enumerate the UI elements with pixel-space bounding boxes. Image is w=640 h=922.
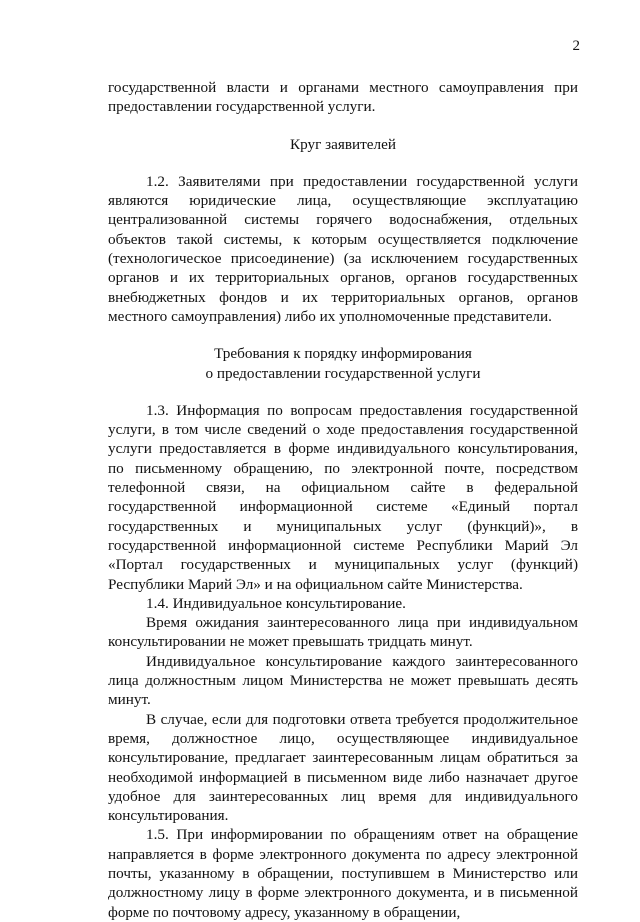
paragraph-1-3: 1.3. Информация по вопросам предоставления государственной услуги, в том числе сведений о ходе предоставления государственной услуги предоставляется в форме индивидуального консультирования, по письменному обращению, по электронной почте, посредством телефонной связи, на официальном сайте в федеральной государственной информационной системе «Единый портал государственных и муниципальных услуг (функций)», в государственной информационной системе Республики Марий Эл «Портал государственных и муниципальных услуг (функций) Республики Марий Эл» и на официальном сайте Министерства. [108,401,578,593]
paragraph-long-preparation: В случае, если для подготовки ответа требуется продолжительное время, должностное лицо, осуществляющее индивидуальное консультирование, предлагает заинтересованным лицам обратиться за необходимой информацией в письменном виде либо назначает другое удобное для заинтересованных лиц время для индивидуального консультирования. [108,710,578,825]
page-number: 2 [572,38,580,54]
document-body [108,78,578,922]
section-heading-applicants: Круг заявителей [290,135,396,153]
paragraph-1-2: 1.2. Заявителями при предоставлении государственной услуги являются юридические лица, осуществляющие эксплуатацию централизованной системы горячего водоснабжения, отдельных объектов такой системы, к которым осуществляется подключение (технологическое присоединение) (за исключением государственных органов и их территориальных органов, органов государственных внебюджетных фондов и их территориальных органов, органов местного самоуправления) либо их уполномоченные представители. [108,172,578,325]
paragraph-1-4: 1.4. Индивидуальное консультирование. [146,594,406,612]
paragraph-1-5: 1.5. При информировании по обращениям ответ на обращение направляется в форме электронного документа по адресу электронной почты, указанному в обращении, поступившем в Министерство или должностному лицу в форме электронного документа, и в письменной форме по почтовому адресу, указанному в обращении, [108,826,578,921]
section-heading-informing-line1: Требования к порядку информирования [214,345,472,363]
paragraph-continuation: государственной власти и органами местного самоуправления при предоставлении государственной услуги. [108,79,578,116]
spacer [108,383,578,401]
spacer [108,326,578,344]
paragraph-waiting-time: Время ожидания заинтересованного лица при индивидуальном консультировании не может превышать тридцать минут. [108,614,578,651]
spacer [108,154,578,172]
spacer [108,117,578,135]
paragraph-consult-duration: Индивидуальное консультирование каждого заинтересованного лица должностным лицом Министерства не может превышать десять минут. [108,652,578,709]
section-heading-informing-line2: о предоставлении государственной услуги [205,364,481,382]
